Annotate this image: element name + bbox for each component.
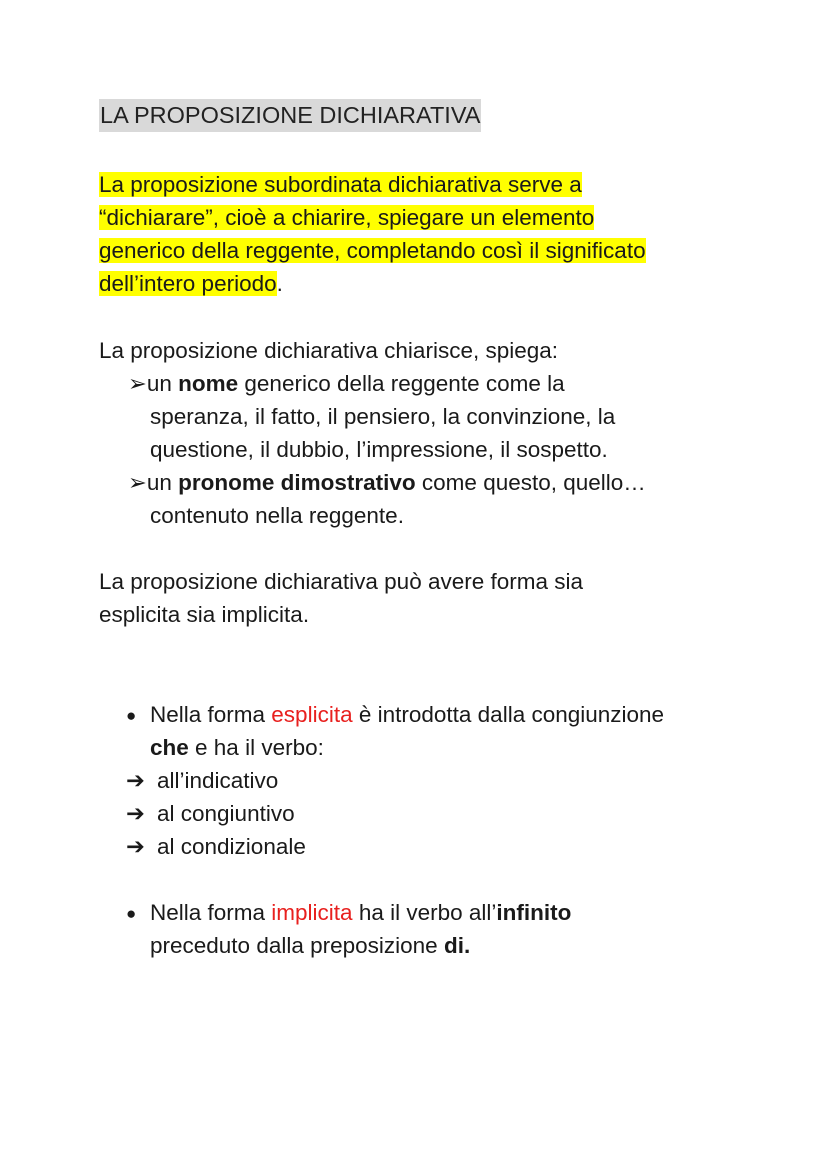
mood-item: ➔ al condizionale bbox=[126, 830, 306, 863]
arrowhead-bullet-icon: ➢ bbox=[128, 371, 147, 396]
implicit-form-item: ● Nella forma implicita ha il verbo all’infinito bbox=[126, 896, 571, 930]
highlighted-text: dell’intero periodo bbox=[99, 271, 277, 296]
arrow-right-icon: ➔ bbox=[126, 801, 145, 826]
bold-term: che bbox=[150, 735, 189, 760]
explain-item-pronome-line-2: contenuto nella reggente. bbox=[150, 503, 404, 528]
intro-line-3 bbox=[99, 234, 646, 267]
forms-intro-line-2: esplicita sia implicita. bbox=[99, 602, 310, 627]
mood-item: ➔ al congiuntivo bbox=[126, 797, 295, 830]
bold-term: infinito bbox=[496, 900, 572, 925]
highlighted-text: “dichiarare”, cioè a chiarire, spiegare un elemento bbox=[99, 205, 595, 230]
forms-intro-line-1: La proposizione dichiarativa può avere forma sia bbox=[99, 569, 584, 594]
highlighted-text: La proposizione subordinata dichiarativa serve a bbox=[99, 172, 582, 197]
explain-item-nome: ➢un nome generico della reggente come la bbox=[128, 367, 565, 400]
intro-line-1 bbox=[99, 168, 582, 201]
red-keyword: esplicita bbox=[271, 702, 353, 727]
intro-period: . bbox=[276, 271, 283, 296]
bold-term: di bbox=[443, 933, 464, 958]
explicit-form-item: ● Nella forma esplicita è introdotta dalla congiunzione bbox=[126, 698, 664, 732]
explain-item-nome-line-3: questione, il dubbio, l’impressione, il sospetto. bbox=[150, 437, 608, 462]
red-keyword: implicita bbox=[271, 900, 353, 925]
explicit-form-line-2: che e ha il verbo: bbox=[150, 735, 324, 760]
intro-line-2 bbox=[99, 201, 594, 234]
mood-item: ➔ all’indicativo bbox=[126, 764, 278, 797]
arrow-right-icon: ➔ bbox=[126, 768, 145, 793]
intro-line-4 bbox=[99, 267, 283, 300]
highlighted-text: generico della reggente, completando così il significato bbox=[99, 238, 646, 263]
explain-lead: La proposizione dichiarativa chiarisce, spiega: bbox=[99, 338, 559, 363]
bullet-dot-icon: ● bbox=[126, 706, 137, 725]
bullet-dot-icon: ● bbox=[126, 904, 137, 923]
arrow-right-icon: ➔ bbox=[126, 834, 145, 859]
bold-term: pronome dimostrativo bbox=[178, 470, 416, 495]
bold-term: nome bbox=[178, 371, 239, 396]
page-title: LA PROPOSIZIONE DICHIARATIVA bbox=[99, 99, 481, 132]
explain-item-nome-line-2: speranza, il fatto, il pensiero, la convinzione, la bbox=[150, 404, 616, 429]
arrowhead-bullet-icon: ➢ bbox=[128, 470, 147, 495]
implicit-form-line-2: preceduto dalla preposizione di. bbox=[150, 933, 471, 958]
explain-item-pronome: ➢un pronome dimostrativo come questo, quello… bbox=[128, 466, 646, 499]
